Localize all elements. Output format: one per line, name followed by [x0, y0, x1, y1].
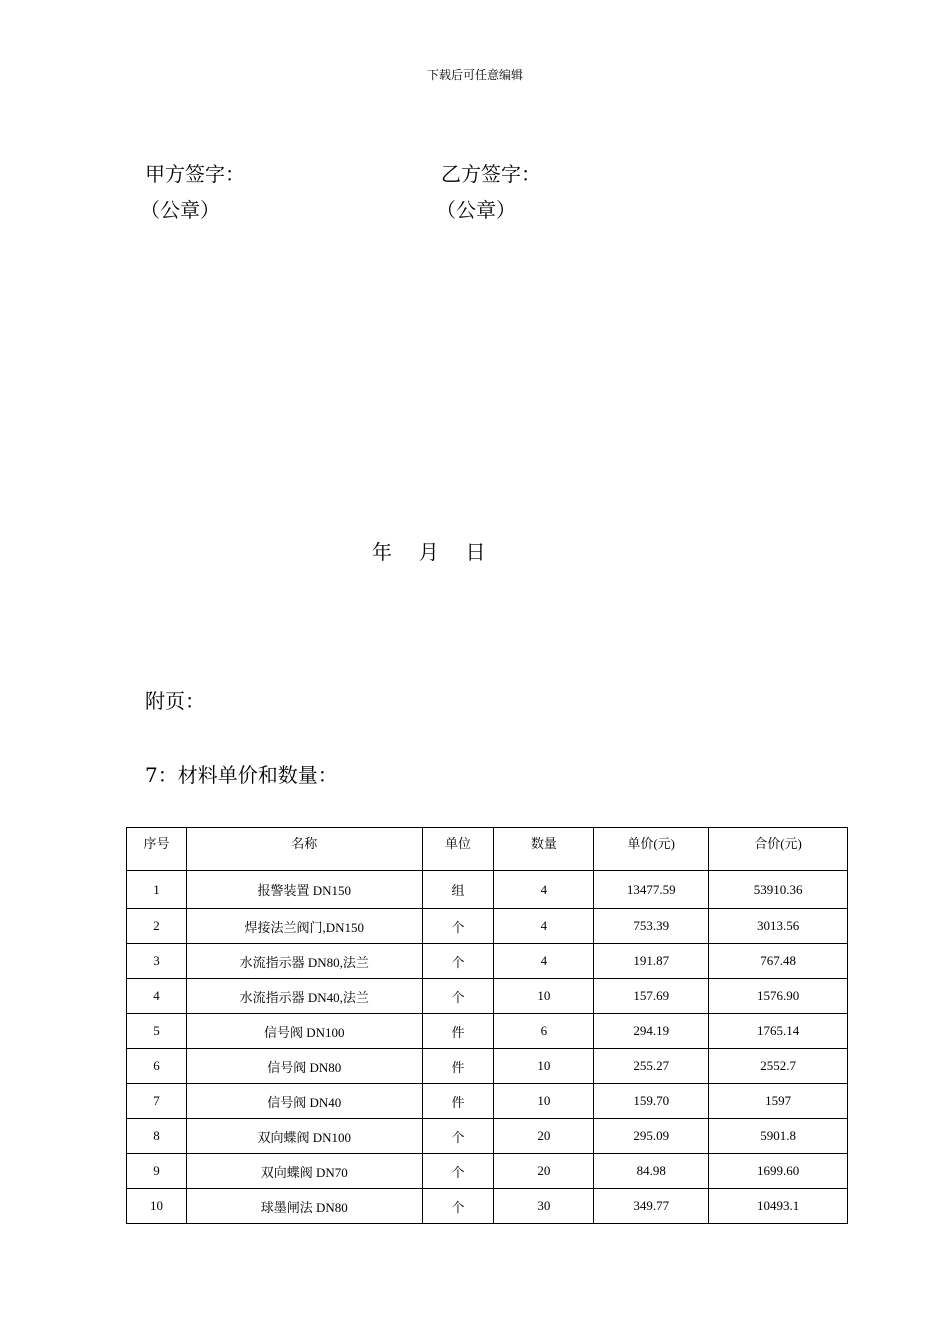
cell-price: 84.98 [594, 1154, 709, 1189]
cell-no: 5 [127, 1014, 187, 1049]
cell-total: 1699.60 [709, 1154, 848, 1189]
cell-unit: 个 [422, 944, 494, 979]
header-price: 单价(元) [594, 828, 709, 871]
cell-total: 2552.7 [709, 1049, 848, 1084]
cell-qty: 10 [494, 1084, 594, 1119]
header-qty: 数量 [494, 828, 594, 871]
table-row [127, 1189, 848, 1224]
cell-price: 13477.59 [594, 871, 709, 909]
table-row [127, 1154, 848, 1189]
cell-no: 10 [127, 1189, 187, 1224]
table-row [127, 871, 848, 909]
table-row [127, 1119, 848, 1154]
cell-price: 295.09 [594, 1119, 709, 1154]
table-header-row [127, 828, 848, 871]
appendix-title: 附页： [145, 689, 205, 713]
cell-name: 球墨闸法 DN80 [186, 1189, 422, 1224]
cell-name: 报警装置 DN150 [186, 871, 422, 909]
cell-name: 信号阀 DN100 [186, 1014, 422, 1049]
cell-no: 9 [127, 1154, 187, 1189]
cell-price: 753.39 [594, 909, 709, 944]
cell-total: 1597 [709, 1084, 848, 1119]
section-title: 7：材料单价和数量： [145, 763, 338, 787]
cell-total: 53910.36 [709, 871, 848, 909]
header-note: 下载后可任意编辑 [426, 68, 523, 82]
cell-name: 焊接法兰阀门,DN150 [186, 909, 422, 944]
date-month: 月 [418, 540, 439, 564]
cell-total: 5901.8 [709, 1119, 848, 1154]
cell-total: 3013.56 [709, 909, 848, 944]
cell-name: 双向蝶阀 DN70 [186, 1154, 422, 1189]
cell-price: 191.87 [594, 944, 709, 979]
cell-unit: 件 [422, 1084, 494, 1119]
cell-price: 157.69 [594, 979, 709, 1014]
cell-no: 8 [127, 1119, 187, 1154]
table-row [127, 909, 848, 944]
cell-unit: 个 [422, 979, 494, 1014]
header-no: 序号 [127, 828, 187, 871]
table-row [127, 979, 848, 1014]
table-row [127, 944, 848, 979]
cell-no: 1 [127, 871, 187, 909]
cell-name: 水流指示器 DN40,法兰 [186, 979, 422, 1014]
cell-qty: 6 [494, 1014, 594, 1049]
date-line [372, 536, 485, 565]
cell-unit: 个 [422, 909, 494, 944]
date-day: 日 [465, 540, 486, 564]
party-b-signature-label: 乙方签字： [441, 162, 541, 186]
party-b-seal-label: （公章） [436, 198, 516, 222]
cell-no: 6 [127, 1049, 187, 1084]
header-unit: 单位 [422, 828, 494, 871]
cell-unit: 个 [422, 1189, 494, 1224]
cell-name: 水流指示器 DN80,法兰 [186, 944, 422, 979]
cell-price: 159.70 [594, 1084, 709, 1119]
party-a-signature-label: 甲方签字： [145, 162, 245, 186]
cell-no: 3 [127, 944, 187, 979]
materials-table [126, 827, 848, 1224]
cell-name: 信号阀 DN80 [186, 1049, 422, 1084]
cell-name: 信号阀 DN40 [186, 1084, 422, 1119]
cell-no: 4 [127, 979, 187, 1014]
cell-no: 2 [127, 909, 187, 944]
cell-qty: 4 [494, 871, 594, 909]
cell-total: 1576.90 [709, 979, 848, 1014]
cell-qty: 4 [494, 909, 594, 944]
header-total: 合价(元) [709, 828, 848, 871]
cell-unit: 个 [422, 1119, 494, 1154]
table-row [127, 1049, 848, 1084]
cell-price: 349.77 [594, 1189, 709, 1224]
cell-qty: 20 [494, 1154, 594, 1189]
cell-unit: 件 [422, 1014, 494, 1049]
date-year: 年 [372, 540, 392, 564]
cell-unit: 组 [422, 871, 494, 909]
cell-total: 767.48 [709, 944, 848, 979]
cell-qty: 10 [494, 979, 594, 1014]
cell-unit: 件 [422, 1049, 494, 1084]
party-a-seal-label: （公章） [140, 198, 220, 222]
cell-unit: 个 [422, 1154, 494, 1189]
cell-qty: 20 [494, 1119, 594, 1154]
cell-no: 7 [127, 1084, 187, 1119]
cell-total: 1765.14 [709, 1014, 848, 1049]
cell-qty: 4 [494, 944, 594, 979]
cell-qty: 10 [494, 1049, 594, 1084]
cell-price: 294.19 [594, 1014, 709, 1049]
cell-qty: 30 [494, 1189, 594, 1224]
cell-total: 10493.1 [709, 1189, 848, 1224]
cell-price: 255.27 [594, 1049, 709, 1084]
table-row [127, 1084, 848, 1119]
table-row [127, 1014, 848, 1049]
header-name: 名称 [186, 828, 422, 871]
cell-name: 双向蝶阀 DN100 [186, 1119, 422, 1154]
